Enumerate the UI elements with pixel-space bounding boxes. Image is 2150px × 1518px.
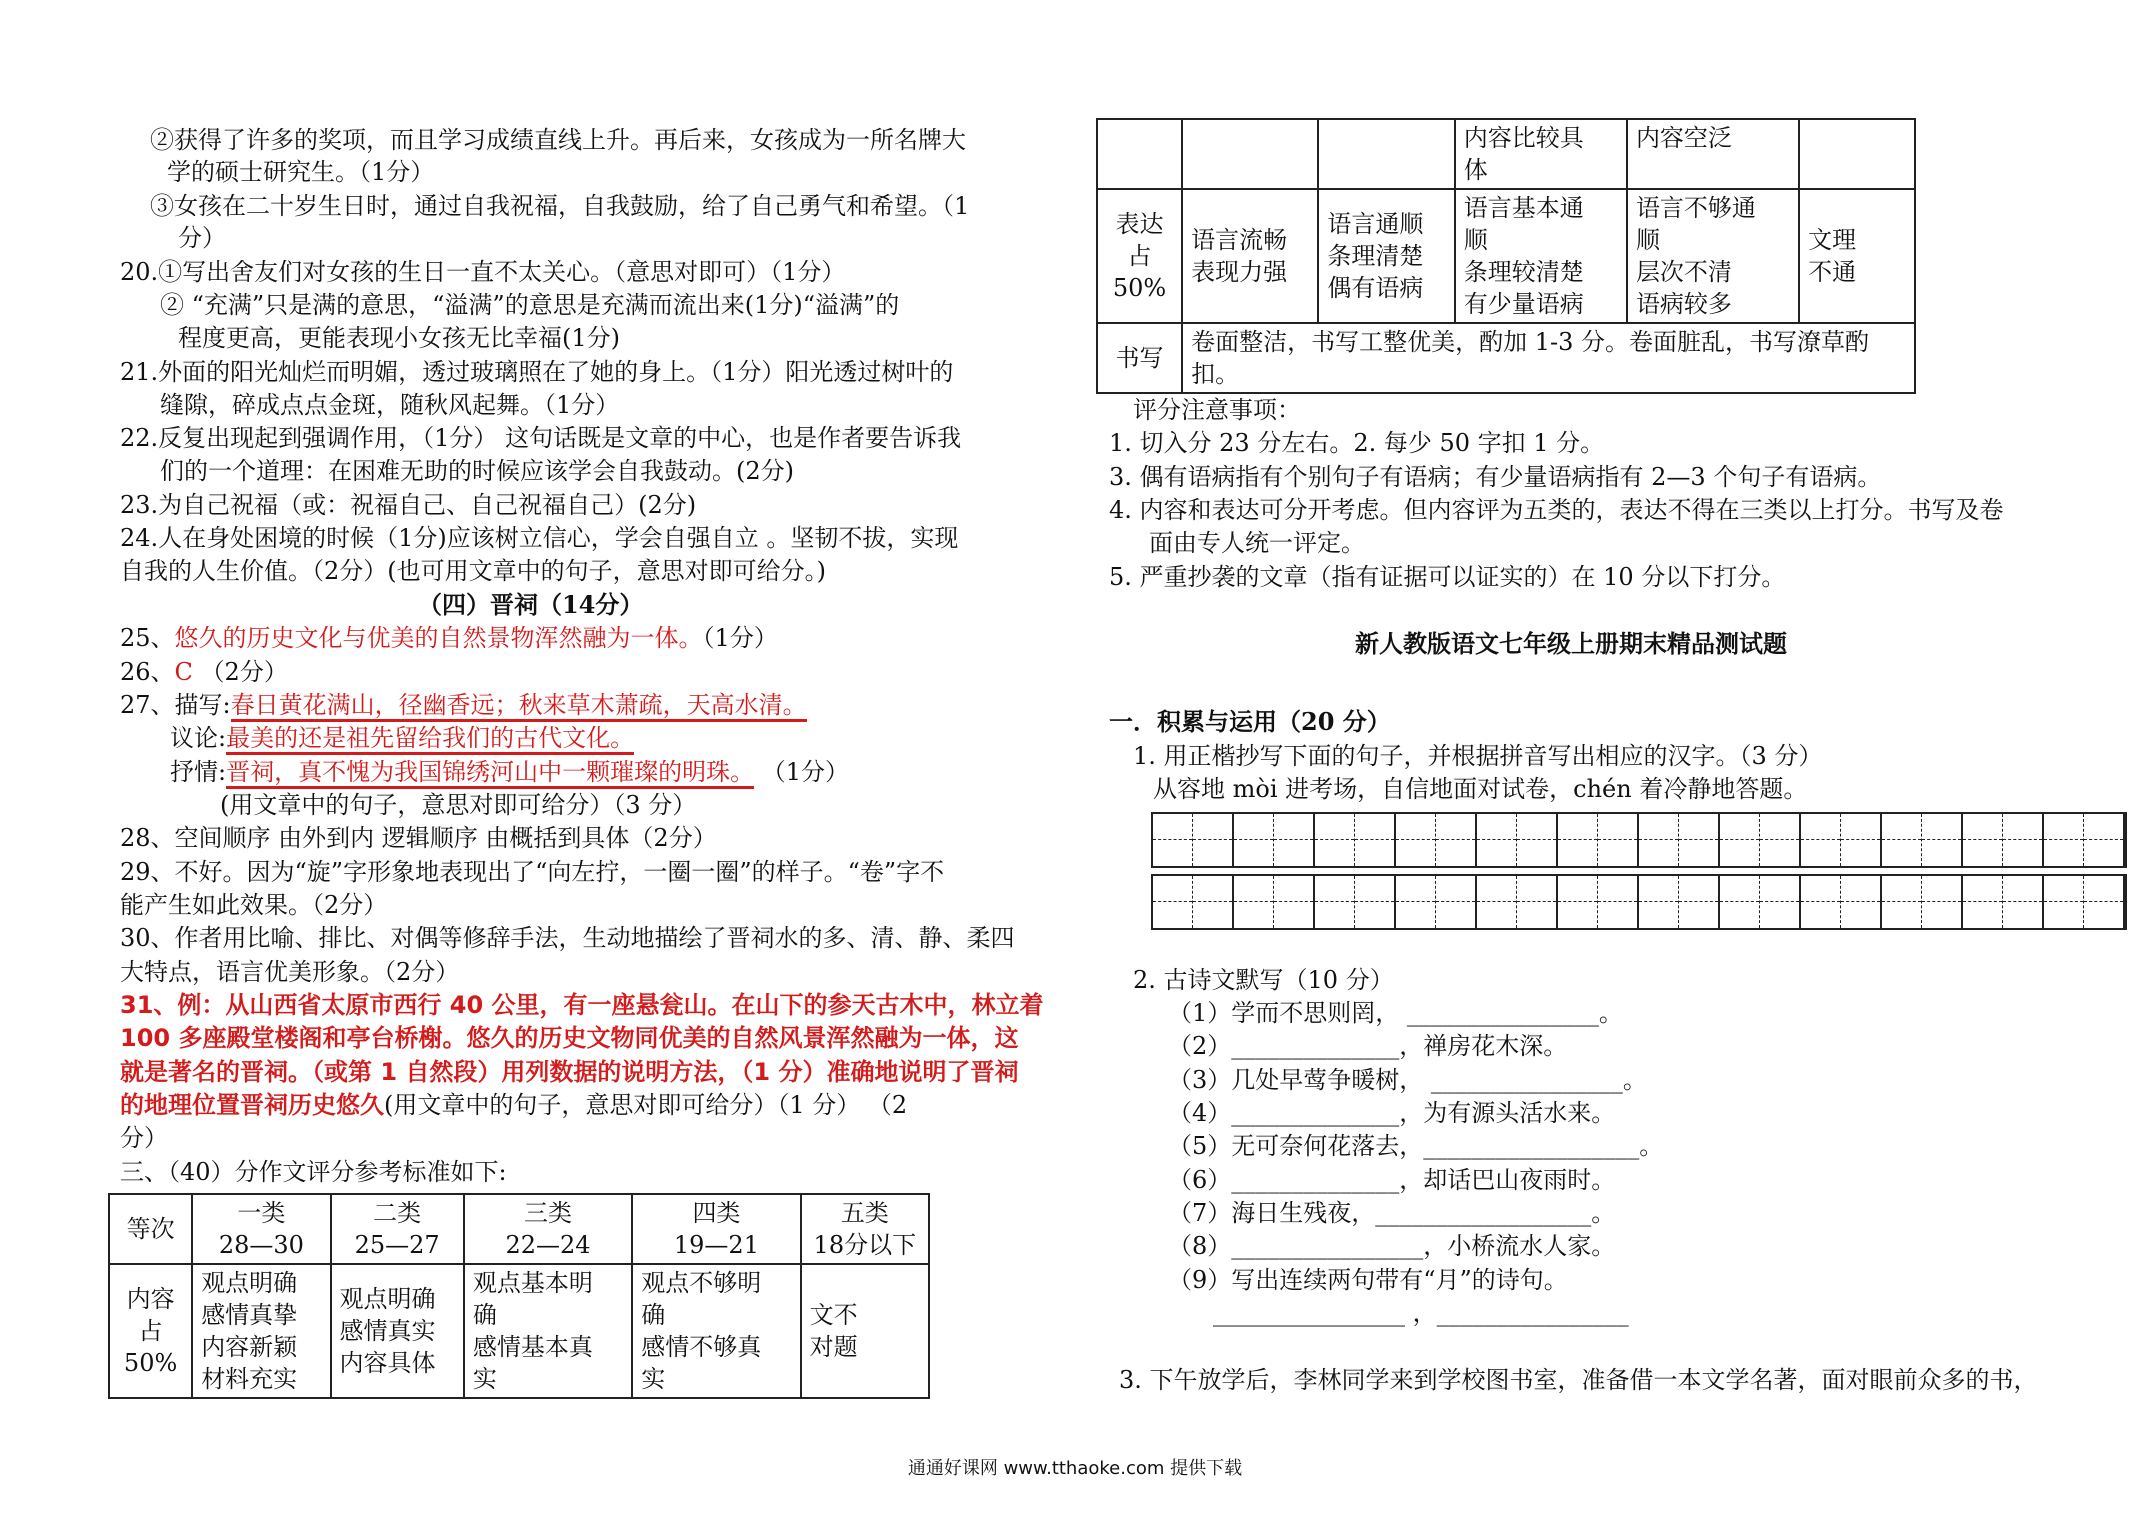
question-line: 1. 用正楷抄写下面的句子，并根据拼音写出相应的汉字。（3 分） bbox=[1133, 742, 1823, 770]
table-cell: 卷面整洁，书写工整优美，酌加 1-3 分。卷面脏乱，书写潦草酌 扣。 bbox=[1182, 323, 1915, 393]
grid-cell[interactable] bbox=[1760, 814, 1801, 866]
grid-cell[interactable] bbox=[1882, 814, 1922, 866]
grid-cell[interactable] bbox=[1963, 876, 2003, 928]
poem-item: （1）学而不思则罔， ________________。 bbox=[1168, 999, 1623, 1027]
poem-item: （8）________________，小桥流水人家。 bbox=[1168, 1232, 1616, 1260]
exam-title: 新人教版语文七年级上册期末精品测试题 bbox=[1355, 629, 1787, 658]
grid-cell[interactable] bbox=[1922, 876, 1963, 928]
grid-cell[interactable] bbox=[1274, 814, 1315, 866]
section-heading: （四）晋祠（14分） bbox=[418, 590, 644, 619]
score: （1分） bbox=[702, 624, 778, 652]
score: （2分） bbox=[192, 658, 288, 686]
table-cell: 等次 bbox=[109, 1194, 192, 1264]
answer-line: ② “充满”只是满的意思，“溢满”的意思是充满而流出来(1分)“溢满”的 bbox=[160, 291, 900, 319]
answer-line: 23.为自己祝福（或：祝福自己、自己祝福自己）(2分) bbox=[120, 491, 697, 519]
table-cell: 二类 25—27 bbox=[331, 1194, 464, 1264]
answer-line bbox=[170, 756, 849, 788]
answer-line: 能产生如此效果。（2分） bbox=[120, 891, 388, 919]
grid-cell[interactable] bbox=[1639, 814, 1679, 866]
table-cell: 观点明确 感情真挚 内容新颖 材料充实 bbox=[192, 1264, 330, 1398]
table-cell: 观点明确 感情真实 内容具体 bbox=[331, 1264, 464, 1398]
grid-cell[interactable] bbox=[1841, 814, 1882, 866]
answer-line bbox=[120, 622, 778, 654]
table-row bbox=[109, 1264, 929, 1398]
q-number: 26、 bbox=[120, 658, 175, 686]
answer-line: 自我的人生价值。（2分）(也可用文章中的句子，意思对即可给分。) bbox=[120, 557, 826, 585]
table-cell: 一类 28—30 bbox=[192, 1194, 330, 1264]
scoring-table-2 bbox=[1096, 118, 1916, 394]
answer-line: 程度更高，更能表现小女孩无比幸福(1分) bbox=[178, 324, 620, 352]
grid-cell[interactable] bbox=[1801, 876, 1841, 928]
question-line: 从容地 mòi 进考场，自信地面对试卷，chén 着冷静地答题。 bbox=[1153, 775, 1808, 803]
answer-line: 29、不好。因为“旋”字形象地表现出了“向左拧，一圈一圈”的样子。“卷”字不 bbox=[120, 858, 945, 886]
note-line: 4. 内容和表达可分开考虑。但内容评为五类的，表达不得在三类以上打分。书写及卷 bbox=[1109, 496, 2004, 524]
table-cell bbox=[1097, 119, 1182, 189]
grid-cell[interactable] bbox=[1193, 814, 1234, 866]
grid-cell[interactable] bbox=[1639, 876, 1679, 928]
poem-item: （2）______________，禅房花木深。 bbox=[1168, 1032, 1568, 1060]
table-cell: 书写 bbox=[1097, 323, 1182, 393]
poem-item: （4）______________，为有源头活水来。 bbox=[1168, 1099, 1616, 1127]
grid-cell[interactable] bbox=[1153, 876, 1193, 928]
scoring-table-1 bbox=[108, 1193, 930, 1399]
label: 议论: bbox=[170, 724, 227, 752]
table-cell: 五类 18分以下 bbox=[801, 1194, 929, 1264]
grid-cell[interactable] bbox=[1315, 876, 1355, 928]
writing-grid-row[interactable] bbox=[1151, 812, 2127, 868]
table-cell: 语言不够通 顺 层次不清 语病较多 bbox=[1627, 189, 1799, 323]
grid-cell[interactable] bbox=[1234, 876, 1274, 928]
answer-line: (用文章中的句子，意思对即可给分）（3 分） bbox=[220, 791, 697, 819]
grid-cell[interactable] bbox=[1274, 876, 1315, 928]
grid-cell[interactable] bbox=[1396, 814, 1436, 866]
answer-line: 分） bbox=[120, 1124, 168, 1152]
table-cell: 观点不够明 确 感情不够真 实 bbox=[632, 1264, 800, 1398]
grid-cell[interactable] bbox=[1720, 876, 1760, 928]
answer-line: 学的硕士研究生。（1分） bbox=[167, 158, 435, 186]
notes-heading: 评分注意事项： bbox=[1133, 396, 1301, 424]
table-row bbox=[1097, 119, 1915, 189]
section-heading: 三、（40）分作文评分参考标准如下: bbox=[120, 1158, 507, 1186]
grid-cell[interactable] bbox=[1679, 814, 1720, 866]
table-cell: 三类 22—24 bbox=[464, 1194, 632, 1264]
table-cell: 内容 占 50% bbox=[109, 1264, 192, 1398]
table-cell: 语言通顺 条理清楚 偶有语病 bbox=[1318, 189, 1454, 323]
table-cell: 四类 19—21 bbox=[632, 1194, 800, 1264]
answer-line: 就是著名的晋祠。（或第 1 自然段）用列数据的说明方法，（1 分）准确地说明了晋祠 bbox=[120, 1058, 1019, 1086]
grid-cell[interactable] bbox=[1679, 876, 1720, 928]
answer-line: 大特点，语言优美形象。（2分） bbox=[120, 958, 460, 986]
answer-text: 的地理位置晋祠历史悠久 bbox=[120, 1091, 384, 1119]
grid-cell[interactable] bbox=[1315, 814, 1355, 866]
grid-cell[interactable] bbox=[1801, 814, 1841, 866]
grid-cell[interactable] bbox=[1922, 814, 1963, 866]
footer-source: 通通好课网 www.tthaoke.com 提供下载 bbox=[907, 1458, 1243, 1479]
answer-line: ②获得了许多的奖项，而且学习成绩直线上升。再后来，女孩成为一所名牌大 bbox=[150, 126, 966, 154]
note-line: 1. 切入分 23 分左右。2. 每少 50 字扣 1 分。 bbox=[1109, 429, 1605, 457]
answer-text: 晋祠，真不愧为我国锦绣河山中一颗璀璨的明珠。 bbox=[226, 758, 754, 789]
table-cell: 文理 不通 bbox=[1799, 189, 1915, 323]
poem-item: （6）______________，却话巴山夜雨时。 bbox=[1168, 1166, 1616, 1194]
table-row bbox=[1097, 323, 1915, 393]
table-cell: 内容比较具 体 bbox=[1455, 119, 1627, 189]
grid-cell[interactable] bbox=[1436, 876, 1477, 928]
answer-note: (用文章中的句子，意思对即可给分）（1 分） （2 bbox=[384, 1091, 908, 1119]
grid-cell[interactable] bbox=[1882, 876, 1922, 928]
table-cell: 语言基本通 顺 条理较清楚 有少量语病 bbox=[1455, 189, 1627, 323]
grid-cell[interactable] bbox=[1598, 814, 1639, 866]
answer-line: 们的一个道理：在困难无助的时候应该学会自我鼓动。(2分) bbox=[160, 457, 794, 485]
table-cell: 内容空泛 bbox=[1627, 119, 1799, 189]
answer-line: 20.①写出舍友们对女孩的生日一直不太关心。（意思对即可）（1分） bbox=[120, 258, 846, 286]
answer-line: 22.反复出现起到强调作用，（1分） 这句话既是文章的中心，也是作者要告诉我 bbox=[120, 424, 962, 452]
grid-cell[interactable] bbox=[1598, 876, 1639, 928]
answer-line bbox=[170, 722, 634, 754]
answer-line: 24.人在身处困境的时候（1分)应该树立信心，学会自强自立 。坚韧不拔，实现 bbox=[120, 524, 959, 552]
section-heading: 一．积累与运用（20 分） bbox=[1109, 707, 1391, 736]
poem-item: （3）几处早莺争暖树， ________________。 bbox=[1168, 1066, 1647, 1094]
grid-cell[interactable] bbox=[1477, 814, 1517, 866]
grid-cell[interactable] bbox=[1760, 876, 1801, 928]
grid-cell[interactable] bbox=[1234, 814, 1274, 866]
grid-cell[interactable] bbox=[1355, 876, 1396, 928]
poem-item: （7）海日生残夜，__________________。 bbox=[1168, 1199, 1616, 1227]
table-cell: 语言流畅 表现力强 bbox=[1182, 189, 1318, 323]
answer-line: 31、例：从山西省太原市西行 40 公里，有一座悬瓮山。在山下的参天古木中，林立着 bbox=[120, 991, 1044, 1019]
table-cell: 观点基本明 确 感情基本真 实 bbox=[464, 1264, 632, 1398]
answer-text: C bbox=[174, 658, 193, 686]
label: 27、描写: bbox=[120, 691, 231, 719]
score: （1分） bbox=[754, 758, 849, 786]
note-line: 5. 严重抄袭的文章（指有证据可以证实的）在 10 分以下打分。 bbox=[1109, 563, 1786, 591]
grid-cell[interactable] bbox=[1436, 814, 1477, 866]
grid-cell[interactable] bbox=[1153, 814, 1193, 866]
grid-cell[interactable] bbox=[1477, 876, 1517, 928]
answer-line bbox=[120, 656, 288, 688]
answer-line: 30、作者用比喻、排比、对偶等修辞手法，生动地描绘了晋祠水的多、清、静、柔四 bbox=[120, 924, 1015, 952]
q-number: 25、 bbox=[120, 624, 175, 652]
answer-line bbox=[120, 689, 807, 721]
grid-cell[interactable] bbox=[2084, 814, 2125, 866]
poem-blank: ________________ ，________________ bbox=[1213, 1299, 1629, 1327]
question-line: 2. 古诗文默写（10 分） bbox=[1133, 966, 1394, 994]
writing-grid-row[interactable] bbox=[1151, 874, 2127, 930]
answer-line: 分） bbox=[178, 224, 226, 252]
table-cell bbox=[1799, 119, 1915, 189]
answer-text: 悠久的历史文化与优美的自然景物浑然融为一体。 bbox=[174, 624, 703, 652]
grid-cell[interactable] bbox=[1396, 876, 1436, 928]
table-row bbox=[1097, 189, 1915, 323]
table-cell: 文不 对题 bbox=[801, 1264, 929, 1398]
answer-line: 21.外面的阳光灿烂而明媚，透过玻璃照在了她的身上。（1分）阳光透过树叶的 bbox=[120, 358, 954, 386]
grid-cell[interactable] bbox=[1963, 814, 2003, 866]
answer-text: 春日黄花满山，径幽香远；秋来草木萧疏，天高水清。 bbox=[231, 691, 807, 722]
table-cell bbox=[1318, 119, 1454, 189]
grid-cell[interactable] bbox=[1720, 814, 1760, 866]
grid-cell[interactable] bbox=[1193, 876, 1234, 928]
grid-cell[interactable] bbox=[2003, 814, 2044, 866]
table-cell bbox=[1182, 119, 1318, 189]
answer-line: 28、空间顺序 由外到内 逻辑顺序 由概括到具体（2分） bbox=[120, 824, 717, 852]
grid-cell[interactable] bbox=[2084, 876, 2125, 928]
question-line: 3. 下午放学后，李林同学来到学校图书室，准备借一本文学名著，面对眼前众多的书， bbox=[1119, 1366, 2038, 1394]
poem-item: （9）写出连续两句带有“月”的诗句。 bbox=[1168, 1266, 1568, 1294]
poem-item: （5）无可奈何花落去，__________________。 bbox=[1168, 1132, 1664, 1160]
label: 抒情: bbox=[170, 758, 227, 786]
grid-cell[interactable] bbox=[1558, 876, 1598, 928]
grid-cell[interactable] bbox=[1841, 876, 1882, 928]
answer-line: 100 多座殿堂楼阁和亭台桥榭。悠久的历史文物同优美的自然风景浑然融为一体，这 bbox=[120, 1024, 1019, 1052]
grid-cell[interactable] bbox=[2044, 876, 2084, 928]
answer-line bbox=[120, 1089, 907, 1121]
table-cell: 表达 占 50% bbox=[1097, 189, 1182, 323]
note-line: 面由专人统一评定。 bbox=[1149, 529, 1365, 557]
answer-text: 最美的还是祖先留给我们的古代文化。 bbox=[226, 724, 634, 755]
answer-line: ③女孩在二十岁生日时，通过自我祝福，自我鼓励，给了自己勇气和希望。（1 bbox=[150, 192, 970, 220]
grid-cell[interactable] bbox=[1517, 876, 1558, 928]
grid-cell[interactable] bbox=[2003, 876, 2044, 928]
grid-cell[interactable] bbox=[1558, 814, 1598, 866]
table-row bbox=[109, 1194, 929, 1264]
grid-cell[interactable] bbox=[1517, 814, 1558, 866]
grid-cell[interactable] bbox=[1355, 814, 1396, 866]
grid-cell[interactable] bbox=[2044, 814, 2084, 866]
answer-line: 缝隙，碎成点点金斑，随秋风起舞。（1分） bbox=[160, 391, 620, 419]
note-line: 3. 偶有语病指有个别句子有语病；有少量语病指有 2—3 个句子有语病。 bbox=[1109, 463, 1882, 491]
